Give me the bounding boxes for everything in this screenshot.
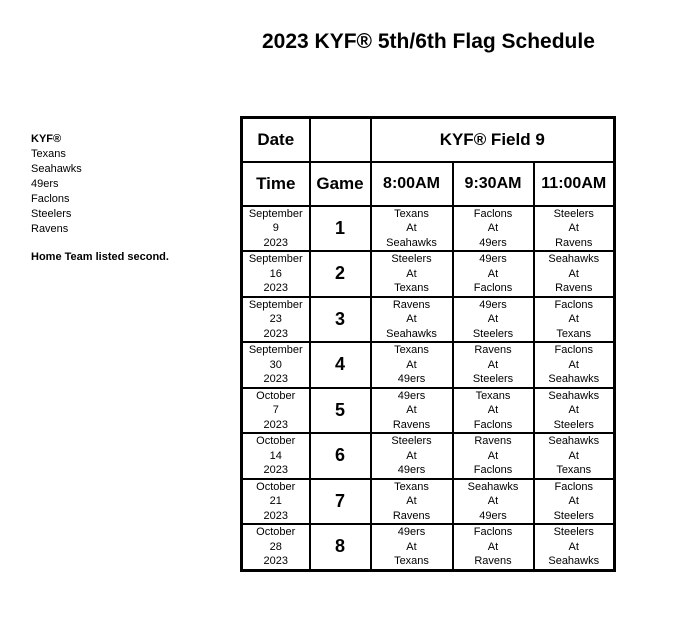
matchup-cell-line: Seahawks [548,373,600,385]
date-cell [242,479,310,525]
matchup-cell [371,251,453,297]
matchup-cell-line: Texans [394,207,429,220]
matchup-cell [534,251,615,297]
field-header: KYF® Field 9 [371,118,615,162]
matchup-cell-line: At [406,358,417,371]
matchup-cell [371,297,453,343]
team-list [31,132,82,237]
time-slot-header: 11:00AM [534,162,615,206]
matchup-cell-line: Steelers [553,509,594,522]
schedule-row [242,524,615,570]
matchup-cell-line: At [406,222,417,234]
game-number: 7 [310,479,371,525]
matchup-cell-line: At [487,495,499,507]
matchup-cell-line: Texans [556,464,592,476]
matchup-cell-line: Faclons [473,418,513,431]
date-cell-line: 2023 [263,555,288,567]
matchup-cell [371,342,453,388]
matchup-cell [534,479,615,525]
matchup-cell-line: Seahawks [467,480,519,493]
matchup-cell-line: At [568,313,579,325]
schedule-row [242,388,615,434]
matchup-cell-line: Steelers [391,435,432,447]
matchup-cell-line: Ravens [392,509,431,522]
game-number: 2 [310,251,371,297]
matchup-cell-line: At [487,540,499,553]
blank-header-cell [310,118,371,162]
matchup-cell-line: Seahawks [548,435,600,447]
matchup-cell-line: Steelers [391,253,432,265]
date-header: Date [242,118,310,162]
matchup-cell [453,479,534,525]
date-cell-line: 14 [269,449,282,462]
schedule-row [242,251,615,297]
matchup-cell-line: At [487,404,499,416]
matchup-cell-line: At [406,495,417,507]
date-cell-line: 2023 [263,509,288,522]
matchup-cell-line: Steelers [472,373,514,385]
schedule-row [242,479,615,525]
matchup-cell [534,342,615,388]
matchup-cell-line: Faclons [554,298,594,311]
matchup-cell [371,206,453,252]
game-number: 4 [310,342,371,388]
date-cell-line: 9 [272,222,279,234]
matchup-cell-line: Ravens [474,555,512,567]
date-cell-line: October [256,389,296,402]
matchup-cell-line: Seahawks [548,555,600,567]
matchup-cell-line: Ravens [555,236,593,249]
matchup-cell-line: Ravens [555,282,593,294]
date-cell-line: September [248,207,303,220]
date-cell-line: October [256,435,296,447]
date-cell [242,524,310,570]
matchup-cell [453,297,534,343]
matchup-cell-line: Ravens [392,298,431,311]
matchup-cell [453,342,534,388]
time-header-row [242,162,615,206]
home-team-note: Home Team listed second. [31,251,169,263]
matchup-cell [371,433,453,479]
matchup-cell-line: At [568,495,579,507]
matchup-cell [371,388,453,434]
matchup-cell-line: At [487,267,499,280]
date-cell-line: October [256,480,296,493]
matchup-cell-line: 49ers [479,509,507,522]
date-cell [242,206,310,252]
date-cell-line: 2023 [263,418,288,431]
matchup-cell-line: Faclons [473,282,513,294]
matchup-cell-line: Ravens [474,435,512,447]
matchup-cell-line: At [568,358,579,371]
matchup-cell-line: At [568,222,579,234]
matchup-cell [534,524,615,570]
date-cell-line: 2023 [263,327,288,340]
schedule-row [242,297,615,343]
date-cell-line: 28 [269,540,282,553]
time-header: Time [242,162,310,206]
matchup-cell [453,251,534,297]
team-item: Texans [31,148,66,160]
matchup-cell-line: Ravens [474,344,512,356]
matchup-cell-line: At [406,404,417,416]
date-cell [242,388,310,434]
matchup-cell-line: At [568,267,579,280]
matchup-cell-line: Texans [394,555,429,567]
matchup-cell [371,524,453,570]
date-cell-line: 2023 [263,464,288,476]
game-number: 1 [310,206,371,252]
team-item: 49ers [31,178,59,190]
game-header: Game [310,162,371,206]
time-slot-header: 8:00AM [371,162,453,206]
date-cell [242,433,310,479]
matchup-cell-line: At [487,449,499,462]
matchup-cell-line: Faclons [554,480,594,493]
matchup-cell-line: 49ers [479,253,507,265]
matchup-cell-line: Steelers [472,327,514,340]
date-cell-line: September [248,298,303,311]
game-number: 8 [310,524,371,570]
time-slot-header: 9:30AM [453,162,534,206]
schedule-row [242,206,615,252]
matchup-cell [534,388,615,434]
date-cell-line: 2023 [263,282,288,294]
matchup-cell-line: 49ers [397,464,426,476]
matchup-cell-line: At [568,404,579,416]
matchup-cell-line: Faclons [473,464,513,476]
date-cell [242,342,310,388]
game-number: 3 [310,297,371,343]
date-cell [242,297,310,343]
team-item: Seahawks [31,163,82,175]
matchup-cell-line: At [487,222,499,234]
date-cell-line: 23 [269,313,282,325]
matchup-cell-line: At [568,540,579,553]
header-row [242,118,615,162]
date-cell-line: 2023 [263,373,288,385]
matchup-cell-line: At [406,540,417,553]
date-cell-line: 7 [272,404,279,416]
date-cell-line: September [248,253,303,265]
matchup-cell [453,524,534,570]
matchup-cell-line: Faclons [473,526,513,538]
date-cell [242,251,310,297]
date-cell-line: October [256,526,296,538]
matchup-cell-line: 49ers [479,298,507,311]
matchup-cell-line: Seahawks [386,236,437,249]
schedule-row [242,342,615,388]
matchup-cell-line: Steelers [553,207,594,220]
org-label: KYF® [31,133,62,145]
matchup-cell-line: 49ers [479,236,507,249]
matchup-cell-line: At [406,449,417,462]
matchup-cell [453,388,534,434]
schedule-row [242,433,615,479]
matchup-cell-line: Texans [556,327,592,340]
matchup-cell-line: At [406,313,417,325]
date-cell-line: 2023 [263,236,288,249]
date-cell-line: 21 [269,495,282,507]
matchup-cell-line: Steelers [553,418,594,431]
game-number: 5 [310,388,371,434]
page-title: 2023 KYF® 5th/6th Flag Schedule [262,30,595,53]
matchup-cell-line: Texans [394,344,429,356]
date-cell-line: September [248,344,303,356]
team-item: Faclons [31,193,70,205]
matchup-cell-line: Seahawks [548,389,600,402]
matchup-cell-line: At [568,449,579,462]
date-cell-line: 16 [269,267,282,280]
matchup-cell-line: Seahawks [548,253,600,265]
matchup-cell-line: At [406,267,417,280]
team-item: Ravens [31,223,69,235]
matchup-cell-line: Texans [394,282,429,294]
matchup-cell-line: 49ers [397,389,426,402]
team-item: Steelers [31,208,72,220]
matchup-cell-line: Texans [394,480,429,493]
matchup-cell-line: 49ers [397,526,426,538]
date-cell-line: 30 [269,358,282,371]
matchup-cell [453,433,534,479]
matchup-cell [534,206,615,252]
matchup-cell-line: Faclons [554,344,594,356]
schedule-table [240,116,616,572]
matchup-cell-line: At [487,358,499,371]
matchup-cell-line: Faclons [473,207,513,220]
matchup-cell-line: At [487,313,499,325]
matchup-cell-line: Seahawks [386,327,437,340]
matchup-cell-line: Steelers [553,526,594,538]
matchup-cell [453,206,534,252]
matchup-cell [371,479,453,525]
matchup-cell-line: 49ers [397,373,426,385]
matchup-cell [534,297,615,343]
game-number: 6 [310,433,371,479]
matchup-cell [534,433,615,479]
matchup-cell-line: Texans [475,389,511,402]
matchup-cell-line: Ravens [392,418,431,431]
